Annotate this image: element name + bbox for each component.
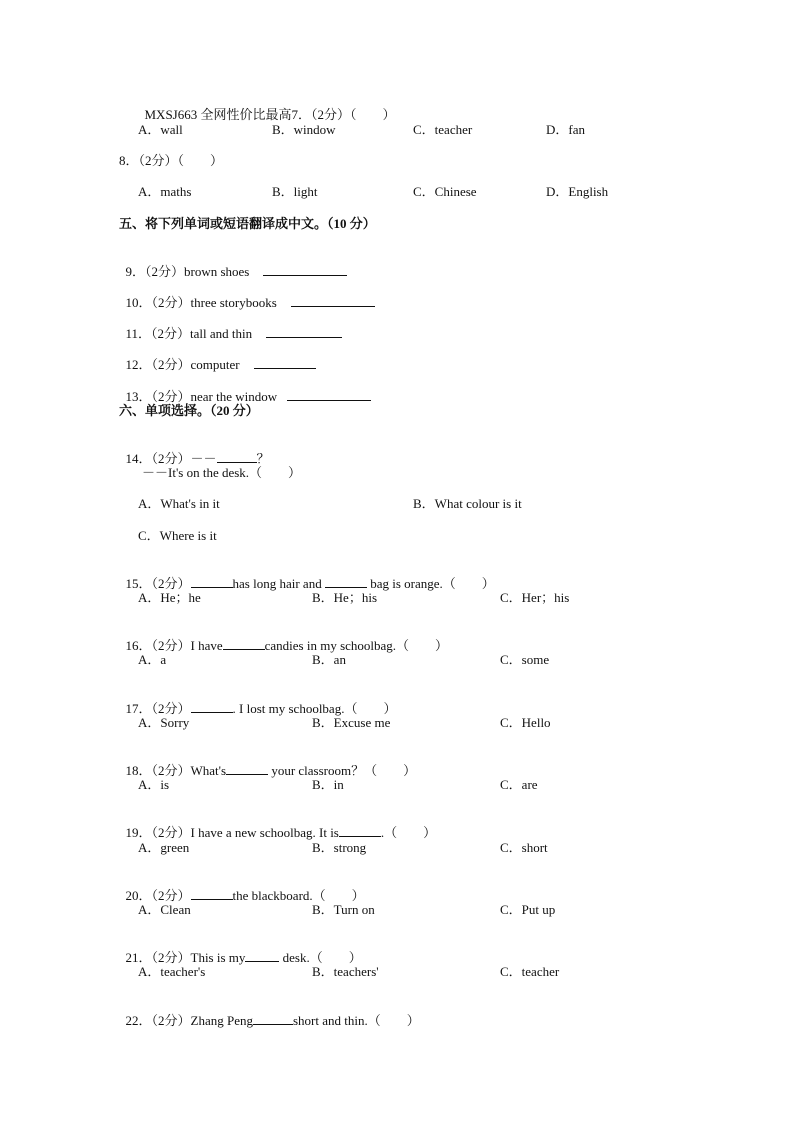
question-20-number: 20．（2分） (125, 888, 191, 903)
q16-option-b[interactable]: B．an (312, 652, 346, 667)
q17-option-b[interactable]: B．Excuse me (312, 715, 391, 730)
q14-option-b[interactable]: B．What colour is it (413, 496, 522, 511)
q17-option-c[interactable]: C．Hello (500, 715, 551, 730)
question-15-end: bag is orange.（ ） (370, 576, 495, 591)
question-22 (119, 996, 420, 1029)
section-6-title: 六、单项选择。（20 分） (119, 403, 259, 418)
question-10 (119, 278, 375, 311)
answer-blank-14[interactable] (217, 450, 257, 463)
question-7-text: 7．（2分）（ ） (291, 107, 396, 122)
q20-option-c[interactable]: C．Put up (500, 902, 556, 917)
q15-option-c[interactable]: C．Her；his (500, 590, 570, 605)
q16-option-a[interactable]: A．a (138, 652, 167, 667)
q14-option-c[interactable]: C．Where is it (138, 528, 217, 543)
q7-option-d[interactable]: D．fan (546, 122, 585, 137)
q15-option-a[interactable]: A．He；he (138, 590, 201, 605)
answer-blank-17[interactable] (191, 700, 233, 713)
question-7 (138, 91, 396, 123)
question-21-number: 21．（2分）This is my (125, 950, 246, 965)
answer-blank-12[interactable] (254, 356, 316, 369)
q19-option-b[interactable]: B．strong (312, 840, 367, 855)
question-15 (119, 559, 495, 592)
answer-blank-18[interactable] (226, 762, 268, 775)
question-11-text: 11．（2分）tall and thin (125, 326, 253, 341)
question-9-text: 9．（2分）brown shoes (125, 264, 250, 279)
question-17-end: . I lost my schoolbag.（ ） (232, 701, 397, 716)
q19-option-c[interactable]: C．short (500, 840, 548, 855)
question-15-mid: has long hair and (232, 576, 322, 591)
answer-blank-19[interactable] (339, 824, 381, 837)
watermark-text: MXSJ663 全网性价比最高 (144, 107, 292, 122)
question-10-text: 10．（2分）three storybooks (125, 295, 277, 310)
question-12 (119, 340, 316, 373)
question-9 (119, 247, 347, 280)
question-21-end: desk.（ ） (282, 950, 362, 965)
answer-blank-15b[interactable] (325, 575, 367, 588)
q21-option-b[interactable]: B．teachers' (312, 964, 379, 979)
q21-option-c[interactable]: C．teacher (500, 964, 560, 979)
answer-blank-16[interactable] (223, 637, 265, 650)
question-13-text: 13．（2分）near the window (125, 389, 278, 404)
question-15-number: 15．（2分） (125, 576, 191, 591)
question-18 (119, 746, 416, 779)
question-12-text: 12．（2分）computer (125, 357, 240, 372)
answer-blank-11[interactable] (266, 325, 342, 338)
question-16 (119, 621, 448, 654)
q16-option-c[interactable]: C．some (500, 652, 550, 667)
question-17 (119, 684, 396, 717)
question-14-line2: －－It's on the desk.（ ） (142, 465, 302, 480)
question-19 (119, 808, 436, 841)
q18-option-a[interactable]: A．is (138, 777, 170, 792)
question-17-number: 17．（2分） (125, 701, 191, 716)
q8-option-d[interactable]: D．English (546, 184, 609, 199)
q14-option-a[interactable]: A．What's in it (138, 496, 220, 511)
question-21 (119, 933, 362, 966)
q18-option-b[interactable]: B．in (312, 777, 344, 792)
q15-option-b[interactable]: B．He；his (312, 590, 378, 605)
answer-blank-22[interactable] (253, 1012, 293, 1025)
answer-blank-20[interactable] (191, 887, 233, 900)
q8-option-a[interactable]: A．maths (138, 184, 192, 199)
answer-blank-21[interactable] (245, 949, 279, 962)
question-22-end: short and thin.（ ） (292, 1013, 420, 1028)
q8-option-b[interactable]: B．light (272, 184, 318, 199)
question-20 (119, 871, 365, 904)
question-19-end: .（ ） (380, 825, 437, 840)
question-11 (119, 309, 342, 342)
question-19-number: 19．（2分）I have a new schoolbag. It is (125, 825, 339, 840)
question-14-end: ？ (256, 451, 270, 466)
question-16-number: 16．（2分）I have (125, 638, 223, 653)
question-18-end: your classroom？（ ） (271, 763, 417, 778)
q7-option-b[interactable]: B．window (272, 122, 336, 137)
q20-option-b[interactable]: B．Turn on (312, 902, 375, 917)
question-22-number: 22．（2分）Zhang Peng (125, 1013, 253, 1028)
question-16-end: candies in my schoolbag.（ ） (264, 638, 449, 653)
answer-blank-15a[interactable] (191, 575, 233, 588)
section-5-title: 五、将下列单词或短语翻译成中文。（10 分） (119, 216, 376, 231)
question-18-number: 18．（2分）What's (125, 763, 227, 778)
answer-blank-13[interactable] (287, 388, 371, 401)
q7-option-a[interactable]: A．wall (138, 122, 183, 137)
q19-option-a[interactable]: A．green (138, 840, 190, 855)
question-20-end: the blackboard.（ ） (232, 888, 365, 903)
answer-blank-9[interactable] (263, 263, 347, 276)
q7-option-c[interactable]: C．teacher (413, 122, 473, 137)
question-13 (119, 372, 371, 405)
question-14 (119, 434, 270, 467)
q21-option-a[interactable]: A．teacher's (138, 964, 206, 979)
q18-option-c[interactable]: C．are (500, 777, 538, 792)
q20-option-a[interactable]: A．Clean (138, 902, 191, 917)
q17-option-a[interactable]: A．Sorry (138, 715, 190, 730)
question-8-text: 8．（2分）（ ） (119, 153, 224, 168)
q8-option-c[interactable]: C．Chinese (413, 184, 477, 199)
answer-blank-10[interactable] (291, 294, 375, 307)
question-14-number: 14．（2分）－－ (125, 451, 217, 466)
